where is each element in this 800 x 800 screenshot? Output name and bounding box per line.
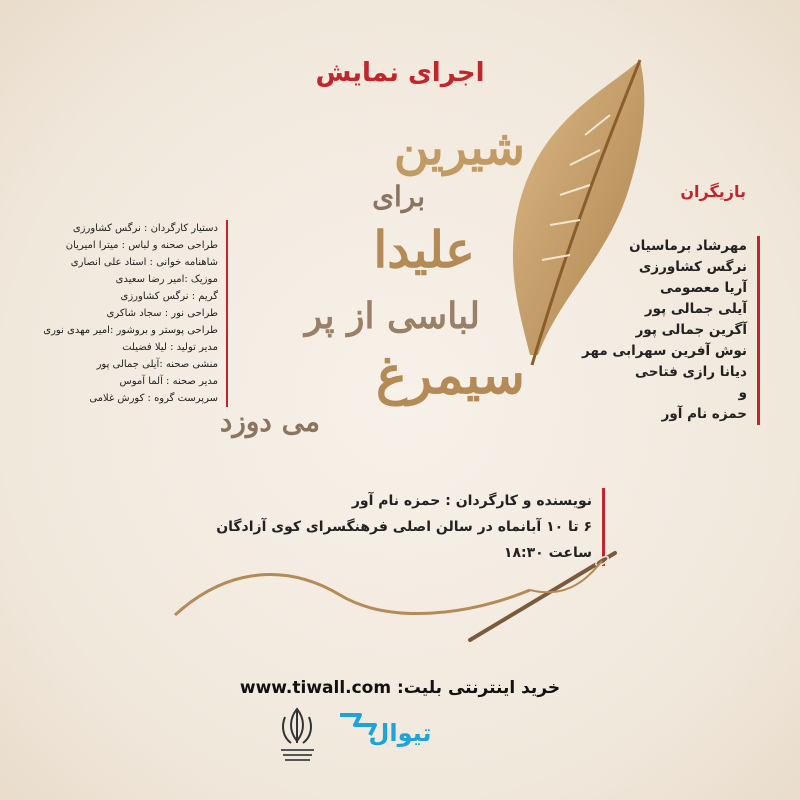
crew-item: طراحی صحنه و لباس : میترا امیریان xyxy=(65,240,218,251)
cast-item: حمزه نام آور xyxy=(661,406,747,422)
cast-item: نرگس کشاورزی xyxy=(638,259,747,275)
iran-emblem-icon xyxy=(275,705,320,765)
crew-item: منشی صحنه :آیلی جمالی پور xyxy=(96,359,218,370)
director-line: نویسنده و کارگردان : حمزه نام آور xyxy=(351,493,592,509)
title-word-midouzad: می دوزد xyxy=(219,405,320,438)
crew-item: موزیک :امیر رضا سعیدی xyxy=(115,274,218,285)
cast-item: آریا معصومی xyxy=(660,280,747,296)
ticket-url-link[interactable]: www.tiwall.com xyxy=(239,678,392,698)
crew-item: گریم : نرگس کشاورزی xyxy=(120,291,218,302)
tiwall-logo xyxy=(330,705,445,750)
cast-item: و xyxy=(738,385,747,401)
title-word-simorgh: سیمرغ xyxy=(375,345,525,406)
ticket-label: خرید اینترنتی بلیت: xyxy=(397,678,561,698)
tiwall-logo-text: تیوال xyxy=(368,719,432,747)
ticket-line xyxy=(0,678,800,698)
title-word-lebasi: لباسی از پر xyxy=(304,295,480,337)
crew-item: سرپرست گروه : کورش غلامی xyxy=(89,393,218,404)
cast-title: بازیگران xyxy=(680,182,746,201)
title-word-alida: علیدا xyxy=(373,220,475,279)
crew-item: طراحی نور : سجاد شاکری xyxy=(106,308,218,319)
title-word-baraye: برای xyxy=(372,180,425,213)
crew-item: دستیار کارگردان : نرگس کشاورزی xyxy=(72,223,218,234)
cast-item: آیلی جمالی پور xyxy=(644,301,747,317)
cast-list xyxy=(507,236,760,425)
title-word-shirin: شیرین xyxy=(393,120,525,176)
crew-item: مدیر صحنه : آلما آموس xyxy=(119,376,218,387)
cast-item: نوش آفرین سهرابی مهر xyxy=(582,343,747,359)
cast-item: آگرین جمالی پور xyxy=(635,322,747,338)
cast-item: مهرشاد برماسیان xyxy=(629,238,747,254)
page-title: اجرای نمایش xyxy=(315,58,485,88)
dates-line: ۶ تا ۱۰ آبانماه در سالن اصلی فرهنگسرای کوی آزادگان xyxy=(216,519,592,535)
crew-item: طراحی پوستر و بروشور :امیر مهدی نوری xyxy=(43,325,218,336)
crew-item: مدیر تولید : لیلا فضیلت xyxy=(122,342,218,353)
crew-item: شاهنامه خوانی : استاد علی انصاری xyxy=(70,257,218,268)
time-line: ساعت ۱۸:۳۰ xyxy=(503,545,592,561)
cast-item: دیانا رازی فتاحی xyxy=(635,364,747,380)
crew-list xyxy=(0,220,228,407)
needle-thread-icon xyxy=(170,545,630,645)
